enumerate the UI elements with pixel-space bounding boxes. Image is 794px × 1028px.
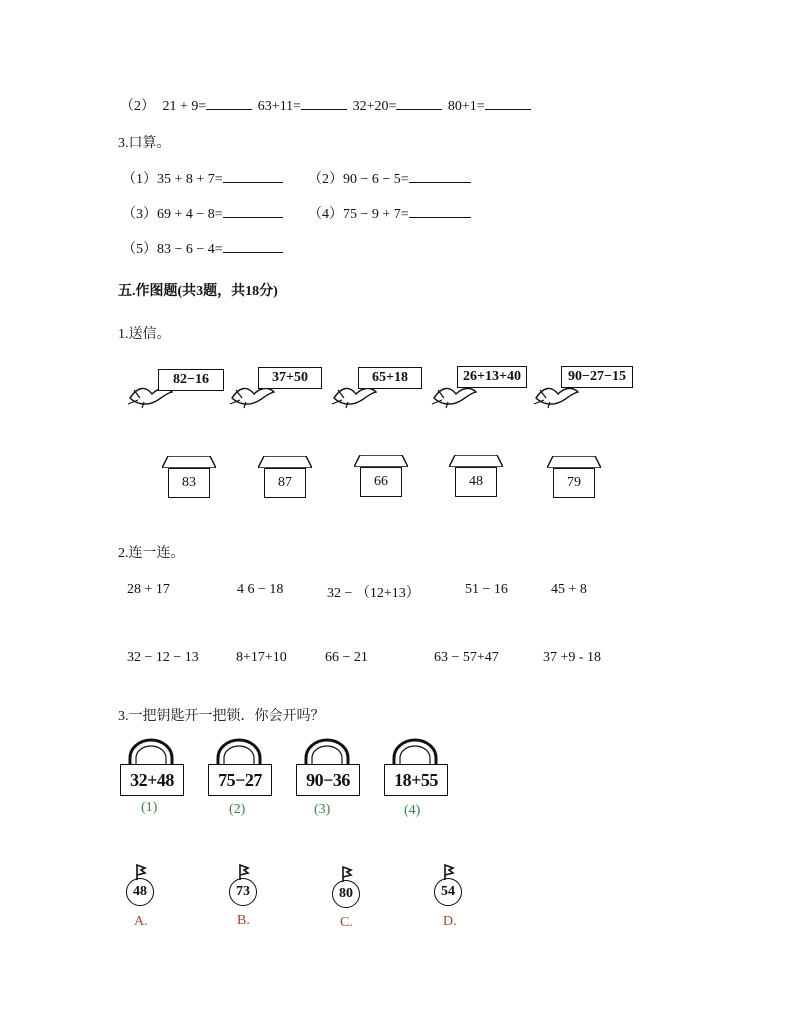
house-number: 48 — [455, 467, 497, 497]
answer-blank[interactable] — [223, 205, 283, 218]
answer-blank[interactable] — [223, 170, 283, 183]
row-number: （1） — [122, 172, 157, 187]
roof-icon — [258, 456, 312, 468]
house-number: 66 — [360, 467, 402, 497]
q2-expr-3: 32+20= — [352, 99, 397, 114]
lock-caption: (4) — [404, 803, 421, 818]
lock-caption: (3) — [314, 802, 331, 817]
envelope-card[interactable]: 37+50 — [258, 367, 322, 389]
roof-icon — [354, 455, 408, 467]
envelope-card[interactable]: 26+13+40 — [457, 366, 527, 388]
match-top-item[interactable]: 4 6 − 18 — [237, 582, 284, 597]
lock-caption: (1) — [141, 800, 158, 815]
sec3-row-1 — [122, 168, 283, 188]
match-bottom-item[interactable]: 37 +9 - 18 — [543, 650, 602, 665]
match-top-item[interactable]: 28 + 17 — [127, 582, 170, 597]
sec3-row-5 — [122, 238, 283, 258]
row-number: （5） — [122, 242, 157, 257]
answer-blank[interactable] — [223, 240, 283, 253]
sec3-row-2 — [308, 168, 471, 188]
row-expr: 75 − 9 + 7= — [343, 207, 409, 222]
p3-title: 3.一把钥匙开一把锁．你会开吗？ — [118, 709, 325, 724]
sec3-row-4 — [308, 203, 471, 223]
match-top-item[interactable]: 32 − （12+13） — [327, 586, 420, 601]
house-number: 87 — [264, 468, 306, 498]
answer-blank[interactable] — [485, 97, 531, 110]
envelope-card[interactable]: 82−16 — [158, 369, 224, 391]
match-top-item[interactable]: 51 − 16 — [465, 582, 508, 597]
key-value: 54 — [434, 878, 462, 906]
row-number: （4） — [308, 207, 343, 222]
lock[interactable] — [120, 738, 186, 798]
key-label: C. — [340, 915, 353, 930]
roof-icon — [162, 456, 216, 468]
q2-number: （2） — [120, 99, 155, 114]
key-value: 73 — [229, 878, 257, 906]
key-value: 48 — [126, 878, 154, 906]
lock[interactable] — [296, 738, 362, 798]
key[interactable] — [229, 864, 259, 910]
sec3-title: 3.口算。 — [118, 136, 171, 151]
house[interactable] — [547, 456, 601, 502]
key-label: B. — [237, 913, 250, 928]
lock-expression: 75−27 — [208, 764, 272, 796]
house[interactable] — [449, 455, 503, 501]
match-bottom-item[interactable]: 8+17+10 — [236, 650, 287, 665]
lock-expression: 32+48 — [120, 764, 184, 796]
answer-blank[interactable] — [409, 170, 471, 183]
q2-line — [120, 95, 531, 115]
q2-expr-2: 63+11= — [257, 99, 302, 114]
key[interactable] — [332, 866, 362, 912]
match-bottom-item[interactable]: 32 − 12 − 13 — [127, 650, 199, 665]
row-number: （3） — [122, 207, 157, 222]
section5-title: 五.作图题(共3题，共18分) — [118, 284, 278, 299]
lock-expression: 18+55 — [384, 764, 448, 796]
lock[interactable] — [384, 738, 450, 798]
row-expr: 90 − 6 − 5= — [343, 172, 409, 187]
sec3-row-3 — [122, 203, 283, 223]
row-expr: 35 + 8 + 7= — [157, 172, 223, 187]
lock-shackle-icon — [208, 738, 270, 766]
answer-blank[interactable] — [396, 97, 442, 110]
key-value: 80 — [332, 880, 360, 908]
lock-shackle-icon — [120, 738, 182, 766]
key[interactable] — [126, 864, 156, 910]
house-number: 79 — [553, 468, 595, 498]
row-expr: 83 − 6 − 4= — [157, 242, 223, 257]
house[interactable] — [162, 456, 216, 502]
envelope-card[interactable]: 65+18 — [358, 367, 422, 389]
p1-title: 1.送信。 — [118, 327, 171, 342]
house-number: 83 — [168, 468, 210, 498]
row-number: （2） — [308, 172, 343, 187]
envelope-card[interactable]: 90−27−15 — [561, 366, 633, 388]
row-expr: 69 + 4 − 8= — [157, 207, 223, 222]
answer-blank[interactable] — [206, 97, 252, 110]
key-label: D. — [443, 914, 457, 929]
lock-expression: 90−36 — [296, 764, 360, 796]
lock[interactable] — [208, 738, 274, 798]
lock-caption: (2) — [229, 802, 246, 817]
q2-expr-4: 80+1= — [447, 99, 485, 114]
lock-shackle-icon — [384, 738, 446, 766]
house[interactable] — [258, 456, 312, 502]
house[interactable] — [354, 455, 408, 501]
roof-icon — [449, 455, 503, 467]
p2-title: 2.连一连。 — [118, 546, 185, 561]
lock-shackle-icon — [296, 738, 358, 766]
match-bottom-item[interactable]: 66 − 21 — [325, 650, 368, 665]
answer-blank[interactable] — [301, 97, 347, 110]
roof-icon — [547, 456, 601, 468]
answer-blank[interactable] — [409, 205, 471, 218]
key-label: A. — [134, 914, 148, 929]
q2-expr-1: 21 + 9= — [162, 99, 207, 114]
key[interactable] — [434, 864, 464, 910]
match-bottom-item[interactable]: 63 − 57+47 — [434, 650, 499, 665]
match-top-item[interactable]: 45 + 8 — [551, 582, 587, 597]
